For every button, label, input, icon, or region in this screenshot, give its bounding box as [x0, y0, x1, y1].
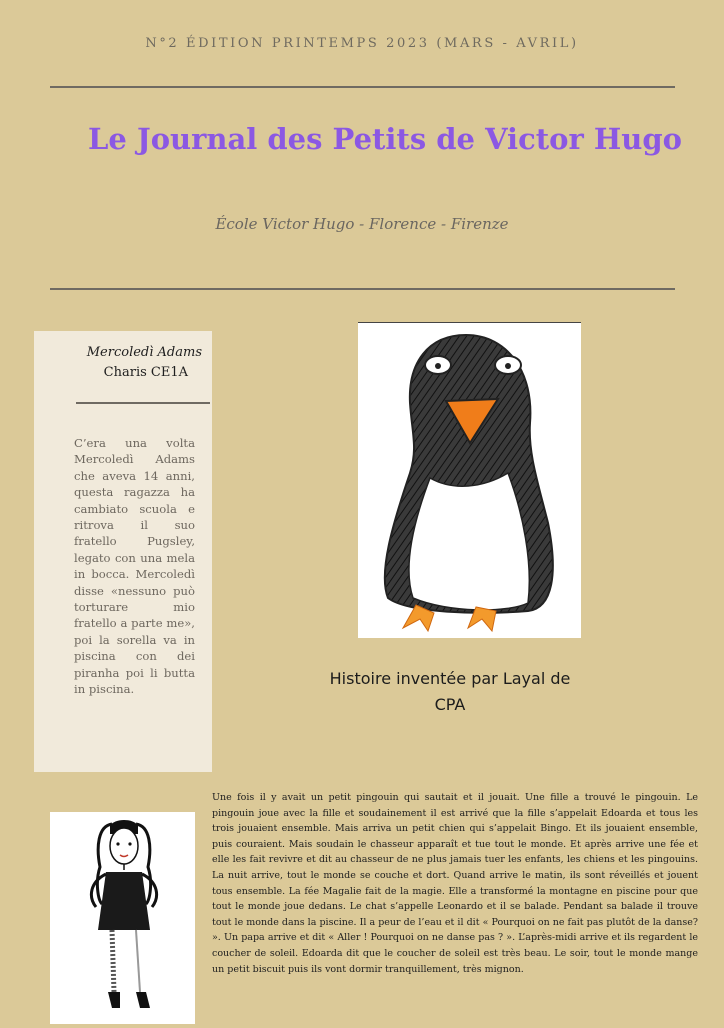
penguin-caption [300, 666, 600, 718]
top-divider [50, 86, 675, 88]
girl-drawing [50, 812, 195, 1024]
page-subtitle: École Victor Hugo - Florence - Firenze [215, 215, 509, 233]
caption-line2: CPA [434, 695, 466, 714]
sidebar-name-line2: Charis CE1A [103, 365, 188, 380]
sidebar-name-line1: Mercoledì Adams [86, 345, 202, 360]
wednesday-illustration [50, 812, 195, 1024]
sidebar-divider [76, 402, 210, 404]
page-title: Le Journal des Petits de Victor Hugo [88, 122, 682, 156]
penguin-illustration [358, 323, 581, 638]
penguin-story-text: Une fois il y avait un petit pingouin qui sautait et il jouait. Une fille a trouvé le pingouin. Le pingouin joue avec la fille et soudainement il est arrivé que la fille s’appelait Edoarda et tous les trois jouaient ensemble. Mais arriva un petit chien qui s’appelait Bingo. Et ils jouaient ensemble, puis couraient. Mais soudain le chasseur apparaît et tue tout le monde. Et après arrive une fée et elle les fait revivre et dit au chasseur de ne plus jamais tuer les enfants, les chiens et les pingouins. La nuit arrive, tout le monde se couche et dort. Quand arrive le matin, ils sont réveillés et jouent tous ensemble. La fée Magalie fait de la magie. Elle a transformé la montagne en piscine pour que tout le monde joue dedans. Le chat s’appelle Leonardo et il se balade. Pendant sa balade il trouve tout le monde dans la piscine. Il a peur de l’eau et il dit « Pourquoi on ne fait pas plutôt de la danse? ». Un papa arrive et dit « Aller ! Pourquoi on ne danse pas ? ». L’après-midi arrive et ils regardent le coucher de soleil. Edoarda dit que le coucher de soleil est très beau. Le soir, tout le monde mange un petit biscuit puis ils vont dormir tranquillement, très mignon. [212, 792, 698, 975]
sidebar-story-text: C’era una volta Mercoledì Adams che aveva 14 anni, questa ragazza ha cambiato scuola e ritrova il suo fratello Pugsley, legato con una mela in bocca. Mercoledì disse «nessuno può torturare mio fratello a parte me», poi la sorella va in piscina con dei piranha poi li butta in piscina. [74, 436, 195, 697]
sidebar-story-box [34, 331, 212, 772]
penguin-drawing [358, 322, 581, 638]
caption-line1: Histoire inventée par Layal de [329, 669, 571, 688]
header-divider [50, 288, 675, 290]
edition-line: N°2 ÉDITION PRINTEMPS 2023 (MARS - AVRIL) [145, 36, 579, 51]
sidebar-author [34, 343, 212, 383]
